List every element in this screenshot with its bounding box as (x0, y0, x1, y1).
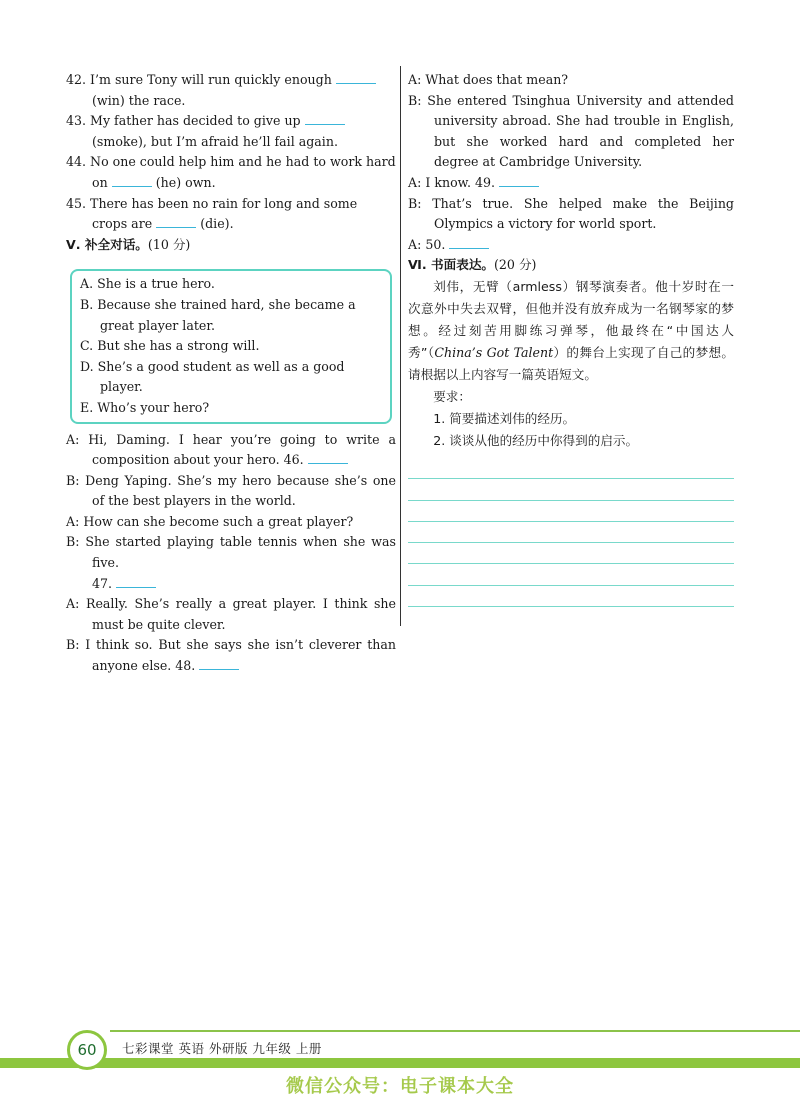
item-number: 44. (66, 154, 87, 170)
item-text: My father has decided to give up (90, 113, 301, 129)
dialogue-text: Really. She’s really a great player. I think she must be quite clever. (85, 596, 396, 632)
dialogue-line (66, 430, 396, 471)
speaker-label: A: (408, 72, 422, 87)
answer-blank[interactable] (305, 112, 345, 125)
fill-item-45 (66, 194, 396, 235)
option-text: Who’s your hero? (97, 399, 210, 415)
speaker-label: A: (408, 236, 422, 252)
answer-blank-48[interactable] (199, 657, 239, 670)
writing-line[interactable] (408, 522, 734, 543)
item-number: 42. (66, 72, 87, 87)
item-text: There has been no rain for long and some crops are (90, 195, 358, 232)
dialogue-line (66, 594, 396, 635)
dialogue-text: She entered Tsinghua University and attended university abroad. She had trouble in English, but she worked hard and completed her degree at Cambridge University. (427, 92, 734, 170)
section-title: 补全对话。 (84, 236, 148, 252)
right-column (408, 70, 734, 607)
dialogue-line (66, 532, 396, 594)
speaker-label: B: (408, 92, 422, 108)
footer-rule (110, 1030, 800, 1032)
option-e (80, 398, 382, 419)
section-score: (20 分) (494, 257, 537, 273)
item-text-after: but I’m afraid he’ll fail again. (150, 133, 338, 149)
answer-blank-49[interactable] (499, 174, 539, 187)
option-d (80, 357, 382, 398)
fill-item-44 (66, 152, 396, 193)
answer-blank-46[interactable] (308, 451, 348, 464)
item-hint: (smoke), (92, 133, 147, 149)
item-number: 47. (92, 575, 113, 591)
dialogue-line (408, 194, 734, 235)
writing-line[interactable] (408, 458, 734, 479)
answer-blank-47[interactable] (116, 575, 156, 588)
item-hint: (win) the race. (92, 92, 186, 108)
prompt-text: ）的舞台上实现了自己的梦想。请根据以上内容写一篇英语短文。 (408, 344, 735, 382)
writing-line[interactable] (408, 586, 734, 607)
section-numeral: Ⅵ. (408, 257, 427, 273)
dialogue-line (408, 91, 734, 173)
dialogue-line (408, 235, 734, 256)
footer-bar (0, 1058, 800, 1068)
answer-blank[interactable] (112, 174, 152, 187)
dialogue-line (408, 173, 734, 194)
item-number: 43. (66, 113, 87, 129)
section-score: (10 分) (147, 236, 191, 252)
writing-line[interactable] (408, 543, 734, 564)
writing-line[interactable] (408, 564, 734, 585)
dialogue-line (408, 70, 734, 91)
requirements-label: 要求： (433, 388, 471, 404)
dialogue-text: I know. 49. (425, 174, 495, 190)
dialogue-line (66, 635, 396, 676)
column-divider (400, 66, 401, 626)
option-text: Because she trained hard, she became a great player later. (97, 296, 356, 333)
left-column (66, 70, 396, 677)
dialogue-line (66, 471, 396, 512)
speaker-label: B: (66, 637, 80, 653)
requirements (408, 386, 734, 452)
option-a (80, 274, 382, 295)
page-number: 60 (77, 1041, 97, 1059)
option-c (80, 336, 382, 357)
option-text: But she has a strong will. (97, 338, 260, 354)
fill-item-42 (66, 70, 396, 111)
option-letter: B. (80, 296, 94, 312)
answer-blank[interactable] (336, 71, 376, 84)
book-info: 七彩课堂 英语 外研版 九年级 上册 (122, 1041, 322, 1056)
speaker-label: A: (408, 174, 422, 190)
item-text: I’m sure Tony will run quickly enough (90, 72, 332, 87)
option-letter: D. (80, 358, 94, 374)
speaker-label: B: (408, 195, 422, 211)
writing-area[interactable] (408, 458, 734, 607)
dialogue-text: She started playing table tennis when she was five. (85, 534, 396, 571)
section-numeral: Ⅴ. (66, 236, 81, 252)
prompt-show-name: China’s Got Talent (434, 344, 554, 360)
dialogue-text: That’s true. She helped make the Beijing Olympics a victory for world sport. (432, 195, 734, 232)
writing-line[interactable] (408, 479, 734, 500)
dialogue-text: 50. (425, 236, 446, 252)
dialogue-text: I think so. But she says she isn’t cleverer than anyone else. 48. (85, 637, 396, 674)
section-5-heading (66, 235, 396, 256)
speaker-label: A: (66, 431, 80, 447)
section-title: 书面表达。 (431, 257, 494, 273)
answer-blank[interactable] (156, 215, 196, 228)
requirement-item: 2. 谈谈从他的经历中你得到的启示。 (433, 432, 639, 448)
answer-blank-50[interactable] (449, 236, 489, 249)
speaker-label: B: (66, 534, 80, 550)
speaker-label: A: (66, 513, 80, 529)
fill-item-43 (66, 111, 396, 152)
writing-line[interactable] (408, 501, 734, 522)
writing-prompt (408, 276, 734, 386)
option-text: She is a true hero. (97, 276, 215, 292)
option-letter: C. (80, 338, 94, 354)
item-hint: (die). (200, 216, 234, 232)
dialogue-text: How can she become such a great player? (83, 513, 354, 529)
item-number: 45. (66, 195, 87, 211)
item-hint: (he) own. (155, 174, 216, 190)
dialogue-text: Hi, Daming. I hear you’re going to write a composition about your hero. 46. (88, 431, 396, 468)
option-text: She’s a good student as well as a good player. (97, 358, 345, 395)
section-6-heading (408, 255, 734, 276)
option-letter: A. (80, 276, 94, 292)
watermark-text: 微信公众号：电子课本大全 (286, 1076, 514, 1097)
dialogue-text: Deng Yaping. She’s my hero because she’s one of the best players in the world. (85, 472, 396, 509)
speaker-label: A: (66, 596, 80, 612)
dialogue-line (66, 512, 396, 533)
dialogue-text: What does that mean? (425, 72, 569, 87)
item-text: No one could help him and he had to work hard on (90, 154, 396, 190)
options-box (70, 269, 392, 423)
speaker-label: B: (66, 472, 80, 488)
requirement-item: 1. 简要描述刘伟的经历。 (433, 410, 576, 426)
option-b (80, 295, 382, 336)
prompt-text: 刘伟，无臂（armless）钢琴演奏者。他十岁时在一次意外中失去双臂，但他并没有放弃成为一名钢琴家的梦想。经过刻苦用脚练习弹琴，他最终在“中国达人秀”（ (408, 278, 734, 360)
option-letter: E. (80, 399, 94, 415)
page-number-badge (67, 1030, 107, 1070)
